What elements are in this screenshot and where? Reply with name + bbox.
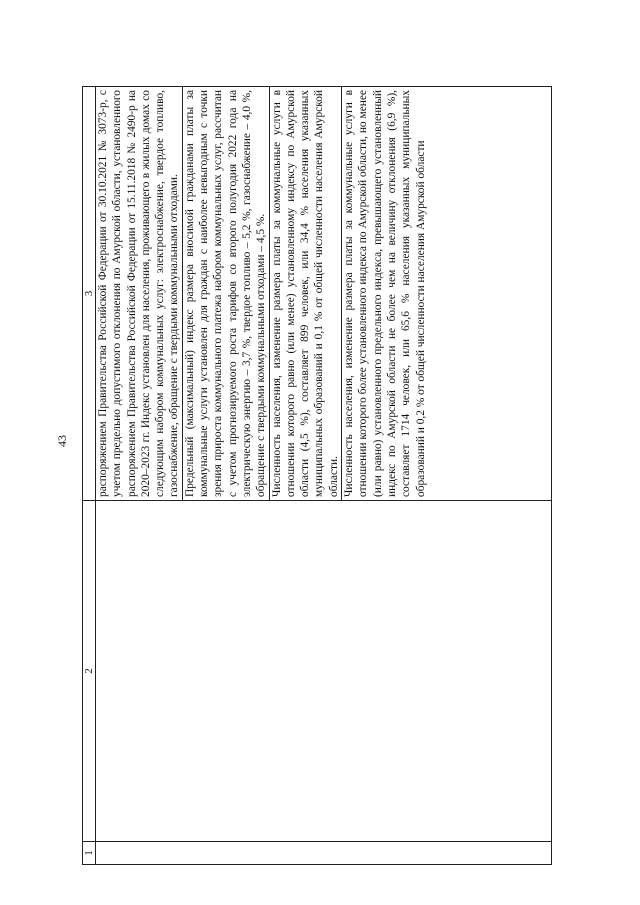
rotated-page-content <box>82 90 552 865</box>
header-col-3: 3 <box>83 87 96 501</box>
paragraph-index-basis: распоряжением Правительства Российской Федерации от 30.10.2021 № 3073-р, с учетом предельно допустимого отклонения по Амурской области, установленного распоряжением Правительства Российской Федерации от 15.11.2018 № 2490-р на 2020–2023 гг. Индекс установлен для населения, проживающего в жилых домах со следующим набором коммунальных услуг: электроснабжение, твердое топливо, газоснабжение, обращение с твердыми коммунальными отходами. <box>97 90 181 497</box>
header-col-1: 1 <box>83 842 96 865</box>
document-table <box>82 86 552 865</box>
table-cell-col-3 <box>96 87 552 501</box>
paragraph-population-within-index: Численность населения, изменение размера платы за коммунальные услуги в отношении которого равно (или менее) установленному индексу по Амурской области (4,5 %), составляет 899 человек, или 34,4 % населения указанных муниципальных образований и 0,1 % от общей численности населения Амурской области. <box>269 87 341 500</box>
table-cell-col-2 <box>96 501 552 842</box>
table-cell-col-1 <box>96 842 552 865</box>
paragraph-max-index: Предельный (максимальный) индекс размера вносимой гражданами платы за коммунальные услуги установлен для граждан с наиболее невыгодным с точки зрения прироста коммунального платежа набором коммунальных услуг, рассчитан с учетом прогнозируемого роста тарифов со второго полугодия 2022 года на электрическую энергию – 3,7 %, твердое топливо – 5,2 %, газоснабжение – 4,0 %, обращение с твердыми коммунальными отходами – 4,5 %. <box>182 87 269 500</box>
paragraph-population-above-index: Численность населения, изменение размера платы за коммунальные услуги в отношении которого более установленного индекса по Амурской области, но менее (или равно) установленного предельного индекса, превышающего установленный индекс по Амурской области не более чем на величину отклонения (6,9 %), составляет 1714 человек, или 65,6 % населения указанных муниципальных образований и 0,2 % от общей численности населения Амурской области <box>341 87 428 500</box>
table-header-row <box>83 87 96 865</box>
table-row <box>96 87 552 865</box>
page-number: 43 <box>55 435 69 447</box>
header-col-2: 2 <box>83 501 96 842</box>
